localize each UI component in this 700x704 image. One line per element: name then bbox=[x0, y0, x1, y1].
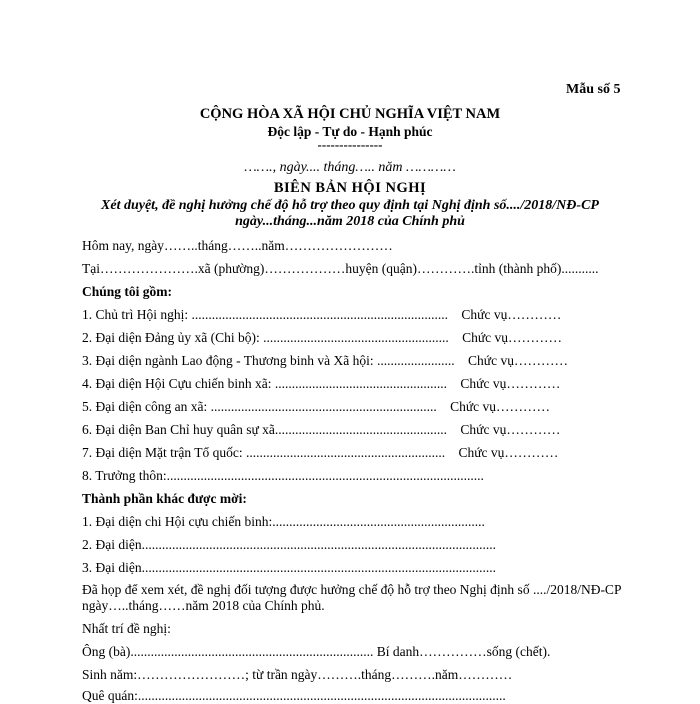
invited-row: 3. Đại diện......................................................................................................... bbox=[82, 560, 496, 575]
meeting-paragraph: Đã họp để xem xét, đề nghị đối tượng được hưởng chế độ hỗ trợ theo Nghị định số ..../2018/NĐ-CP ngày…..tháng……năm 2018 của Chính phủ. bbox=[82, 582, 621, 613]
member-row-village-head: 8. Trưởng thôn:.............................................................................................. bbox=[82, 468, 484, 483]
members-heading: Chúng tôi gồm: bbox=[82, 284, 173, 299]
intro-place-line: Tại………………….xã (phường)………………huyện (quận)………….tỉnh (thành phố)........... bbox=[82, 261, 599, 276]
date-line: ……., ngày.... tháng….. năm ………… bbox=[244, 160, 456, 175]
person-name-line: Ông (bà)........................................................................ Bí danh……………sống (chết). bbox=[82, 644, 551, 659]
member-role: Chức vụ………… bbox=[468, 353, 568, 368]
member-label: 2. Đại diện Đảng ủy xã (Chi bộ): ....................................................... bbox=[82, 330, 449, 345]
member-row bbox=[82, 330, 562, 346]
invited-heading: Thành phần khác được mời: bbox=[82, 491, 247, 506]
unanimous-line: Nhất trí đề nghị: bbox=[82, 621, 171, 636]
document-subtitle bbox=[0, 198, 700, 230]
member-row bbox=[82, 353, 568, 369]
subtitle-line-2: ngày...tháng...năm 2018 của Chính phủ bbox=[235, 214, 465, 229]
member-role: Chức vụ………… bbox=[461, 307, 562, 322]
member-role: Chức vụ………… bbox=[460, 422, 561, 437]
member-label: 4. Đại diện Hội Cựu chiến binh xã: ................................................... bbox=[82, 376, 448, 391]
member-role: Chức vụ………… bbox=[460, 376, 561, 391]
person-birth-line: Sinh năm:……………………; từ trần ngày……….tháng……….năm………… bbox=[82, 667, 513, 682]
member-row bbox=[82, 422, 560, 438]
member-row bbox=[82, 445, 558, 461]
member-role: Chức vụ………… bbox=[458, 445, 559, 460]
national-motto: Độc lập - Tự do - Hạnh phúc bbox=[267, 124, 433, 139]
member-row bbox=[82, 307, 561, 323]
member-role: Chức vụ………… bbox=[450, 399, 551, 414]
member-label: 7. Đại diện Mặt trận Tổ quốc: ........................................................... bbox=[82, 445, 446, 460]
invited-row: 2. Đại diện......................................................................................................... bbox=[82, 537, 496, 552]
header-divider: --------------- bbox=[317, 137, 383, 152]
member-row bbox=[82, 399, 550, 415]
member-role: Chức vụ………… bbox=[462, 330, 563, 345]
subtitle-line-1: Xét duyệt, đề nghị hưởng chế độ hỗ trợ theo quy định tại Nghị định số..../2018/NĐ-CP bbox=[101, 198, 599, 213]
document-title: BIÊN BẢN HỘI NGHỊ bbox=[273, 180, 427, 196]
member-label: 6. Đại diện Ban Chỉ huy quân sự xã................................................... bbox=[82, 422, 448, 437]
person-hometown-line: Quê quán:............................................................................................................. bbox=[82, 688, 506, 703]
member-label: 1. Chủ trì Hội nghị: ............................................................................ bbox=[82, 307, 449, 322]
national-title: CỘNG HÒA XÃ HỘI CHỦ NGHĨA VIỆT NAM bbox=[199, 106, 501, 122]
member-row bbox=[82, 376, 560, 392]
invited-row: 1. Đại diện chi Hội cựu chiến binh:............................................................... bbox=[82, 514, 485, 529]
form-number: Mẫu số 5 bbox=[566, 82, 621, 97]
member-label: 3. Đại diện ngành Lao động - Thương binh và Xã hội: ....................... bbox=[82, 353, 455, 368]
intro-date-line: Hôm nay, ngày……..tháng……..năm…………………… bbox=[82, 238, 393, 253]
member-label: 5. Đại diện công an xã: ................................................................... bbox=[82, 399, 437, 414]
